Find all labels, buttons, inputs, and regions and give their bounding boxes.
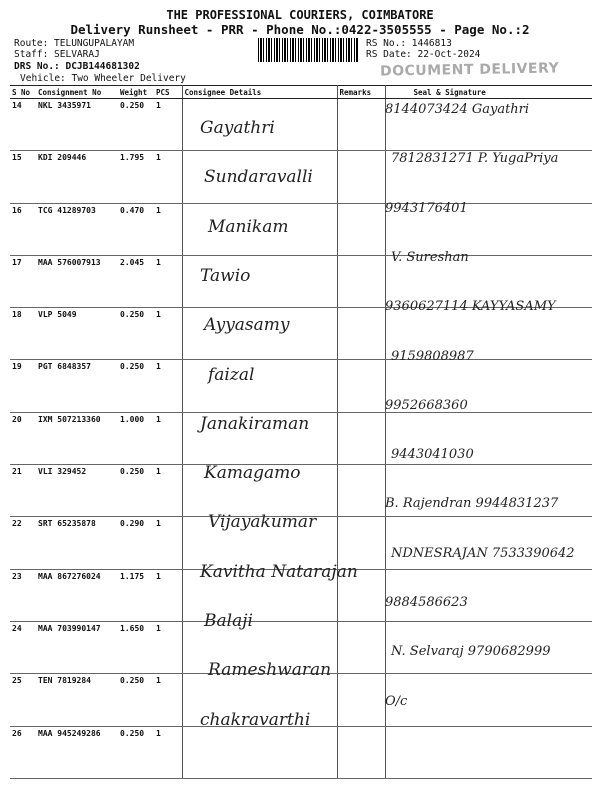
cell-consignment-no: VLP 5049: [36, 308, 118, 360]
cell-pcs: 1: [154, 412, 182, 464]
signature-handwritten: 9952668360: [385, 397, 468, 413]
table-header-row: [10, 86, 592, 99]
barcode: [258, 38, 358, 62]
signature-handwritten: 9443041030: [391, 447, 474, 463]
consignee-handwritten-name: Ayyasamy: [204, 315, 290, 336]
cell-consignment-no: MAA 867276024: [36, 569, 118, 621]
cell-consignment-no: NKL 3435971: [36, 99, 118, 151]
cell-weight: 0.470: [118, 203, 154, 255]
signature-handwritten: 7812831271 P. YugaPriya: [391, 151, 559, 167]
table-row: [10, 726, 592, 778]
cell-pcs: 1: [154, 674, 182, 726]
cell-consignee: [182, 726, 337, 778]
col-weight: Weight: [118, 86, 154, 99]
rs-number: RS No.: 1446813: [366, 38, 452, 49]
cell-consignment-no: VLI 329452: [36, 465, 118, 517]
cell-weight: 0.250: [118, 726, 154, 778]
consignee-handwritten-name: Kamagamo: [204, 463, 301, 484]
cell-sno: 24: [10, 621, 36, 673]
cell-sno: 15: [10, 151, 36, 203]
route: Route: TELUNGUPALAYAM: [14, 38, 135, 49]
cell-consignment-no: KDI 209446: [36, 151, 118, 203]
cell-pcs: 1: [154, 308, 182, 360]
company-title: THE PROFESSIONAL COURIERS, COIMBATORE: [166, 8, 434, 22]
cell-pcs: 1: [154, 360, 182, 412]
cell-sno: 21: [10, 465, 36, 517]
cell-consignment-no: SRT 65235878: [36, 517, 118, 569]
cell-remarks: [337, 151, 385, 203]
cell-weight: 1.000: [118, 412, 154, 464]
drs-number: DRS No.: DCJB144681302: [14, 61, 140, 72]
document-delivery-stamp: DOCUMENT DELIVERY: [379, 60, 560, 80]
consignee-handwritten-name: faizal: [208, 364, 255, 385]
col-pcs: PCS: [154, 86, 182, 99]
cell-remarks: [337, 674, 385, 726]
cell-sno: 26: [10, 726, 36, 778]
cell-remarks: [337, 621, 385, 673]
cell-weight: 0.250: [118, 360, 154, 412]
signature-handwritten: O/c: [385, 693, 408, 709]
col-signature: Seal & Signature: [385, 86, 592, 99]
cell-remarks: [337, 255, 385, 307]
signature-handwritten: NDNESRAJAN 7533390642: [391, 545, 575, 561]
cell-sno: 14: [10, 99, 36, 151]
consignee-handwritten-name: Vijayakumar: [208, 512, 317, 533]
table-row: [10, 360, 592, 412]
cell-pcs: 1: [154, 99, 182, 151]
signature-handwritten: 8144073424 Gayathri: [385, 102, 530, 117]
cell-weight: 0.290: [118, 517, 154, 569]
cell-weight: 1.650: [118, 621, 154, 673]
cell-sno: 17: [10, 255, 36, 307]
col-consignee: Consignee Details: [182, 86, 337, 99]
cell-signature: [385, 674, 592, 726]
consignee-handwritten-name: Kavitha Natarajan: [200, 561, 358, 582]
cell-weight: 1.175: [118, 569, 154, 621]
cell-sno: 18: [10, 308, 36, 360]
consignee-handwritten-name: Sundaravalli: [204, 167, 313, 188]
cell-consignment-no: MAA 945249286: [36, 726, 118, 778]
cell-weight: 0.250: [118, 674, 154, 726]
cell-consignment-no: IXM 507213360: [36, 412, 118, 464]
cell-sno: 22: [10, 517, 36, 569]
signature-handwritten: 9360627114 KAYYASAMY: [385, 299, 556, 315]
cell-sno: 25: [10, 674, 36, 726]
cell-pcs: 1: [154, 255, 182, 307]
consignee-handwritten-name: Tawio: [200, 265, 251, 286]
col-sno: S No: [10, 86, 36, 99]
consignee-handwritten-name: chakravarthi: [200, 709, 311, 730]
cell-remarks: [337, 412, 385, 464]
cell-weight: 1.795: [118, 151, 154, 203]
cell-remarks: [337, 465, 385, 517]
col-remarks: Remarks: [337, 86, 385, 99]
cell-pcs: 1: [154, 151, 182, 203]
cell-remarks: [337, 203, 385, 255]
cell-pcs: 1: [154, 517, 182, 569]
signature-handwritten: 9884586623: [385, 595, 468, 610]
consignee-handwritten-name: Janakiraman: [200, 413, 310, 434]
cell-sno: 23: [10, 569, 36, 621]
cell-remarks: [337, 99, 385, 151]
signature-handwritten: N. Selvaraj 9790682999: [391, 644, 551, 660]
cell-consignment-no: MAA 576007913: [36, 255, 118, 307]
table-row: [10, 308, 592, 360]
cell-weight: 2.045: [118, 255, 154, 307]
cell-consignment-no: PGT 6848357: [36, 360, 118, 412]
signature-handwritten: B. Rajendran 9944831237: [385, 496, 559, 512]
col-consignment: Consignment No: [36, 86, 118, 99]
cell-consignment-no: MAA 703990147: [36, 621, 118, 673]
cell-pcs: 1: [154, 203, 182, 255]
signature-handwritten: V. Sureshan: [391, 249, 469, 265]
cell-remarks: [337, 308, 385, 360]
cell-weight: 0.250: [118, 99, 154, 151]
cell-consignment-no: TCG 41289703: [36, 203, 118, 255]
cell-pcs: 1: [154, 621, 182, 673]
table-row: [10, 203, 592, 255]
staff: Staff: SELVARAJ: [14, 49, 100, 60]
runsheet-subtitle: Delivery Runsheet - PRR - Phone No.:0422-3505555 - Page No.:2: [70, 22, 530, 37]
vehicle: Vehicle: Two Wheeler Delivery: [20, 73, 186, 84]
consignee-handwritten-name: Manikam: [208, 216, 289, 237]
cell-pcs: 1: [154, 465, 182, 517]
consignee-handwritten-name: Balaji: [204, 611, 253, 631]
consignee-handwritten-name: Gayathri: [200, 118, 275, 138]
cell-weight: 0.250: [118, 465, 154, 517]
consignee-handwritten-name: Rameshwaran: [208, 660, 332, 681]
cell-signature: [385, 726, 592, 778]
cell-sno: 20: [10, 412, 36, 464]
cell-remarks: [337, 360, 385, 412]
cell-consignment-no: TEN 7819284: [36, 674, 118, 726]
cell-weight: 0.250: [118, 308, 154, 360]
cell-remarks: [337, 726, 385, 778]
cell-sno: 16: [10, 203, 36, 255]
signature-handwritten: 9159808987: [391, 348, 474, 364]
cell-pcs: 1: [154, 569, 182, 621]
cell-sno: 19: [10, 360, 36, 412]
cell-consignee: [182, 360, 337, 412]
cell-pcs: 1: [154, 726, 182, 778]
signature-handwritten: 9943176401: [385, 200, 468, 216]
rs-date: RS Date: 22-Oct-2024: [366, 49, 481, 60]
